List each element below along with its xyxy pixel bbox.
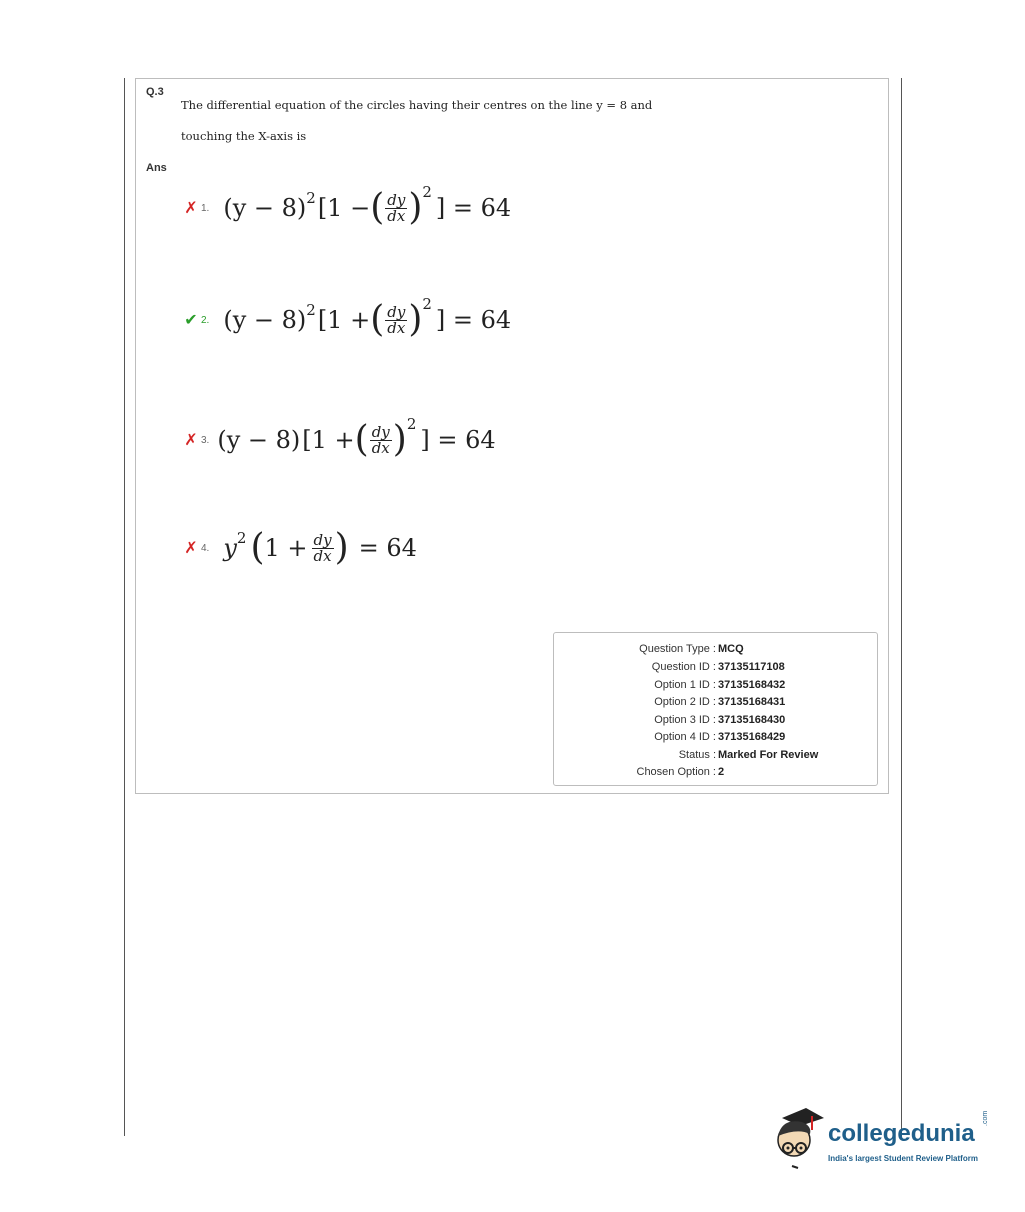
- brand-tagline: India's largest Student Review Platform: [828, 1154, 978, 1163]
- equation-bracket: [1 +: [317, 306, 371, 334]
- option4-id-label: Option 4 ID :: [654, 731, 716, 743]
- page-border-left: [124, 78, 125, 1136]
- equation-exponent: 2: [306, 189, 316, 207]
- option1-id-value: 37135168432: [718, 679, 786, 691]
- option-4-equation: y 2 ( 1 + $\frac{dy}{dx}$ ) = 64: [223, 527, 417, 568]
- chosen-option-label: Chosen Option :: [636, 766, 716, 778]
- fraction-exponent: 2: [422, 295, 432, 313]
- equation-rhs: ] = 64: [435, 194, 512, 222]
- status-value: Marked For Review: [718, 749, 819, 761]
- chosen-option-value: 2: [718, 766, 725, 778]
- option-3-equation: (y − 8) [1 + ( $\frac{dy}{dx}$ ) 2 ] = 64: [217, 415, 496, 460]
- option-2: [183, 295, 512, 340]
- option-number: 2.: [201, 314, 210, 326]
- equation-rhs: ] = 64: [435, 306, 512, 334]
- fraction-exponent: 2: [422, 183, 432, 201]
- mascot-icon: [768, 1104, 826, 1170]
- equation-bracket: [1 +: [302, 426, 355, 454]
- option4-id-value: 37135168429: [718, 731, 786, 743]
- equation-exponent: 2: [236, 529, 247, 547]
- brand-suffix: .com: [982, 1110, 989, 1126]
- brand-name: collegedunia: [828, 1120, 975, 1147]
- question-number: Q.3: [146, 86, 164, 98]
- equation-lhs: (y − 8): [223, 306, 307, 334]
- answer-label: Ans: [146, 162, 167, 174]
- equation-exponent: 2: [306, 301, 316, 319]
- option-2-equation: (y − 8) 2 [1 + ( $\frac{dy}{dx}$ ) 2 ] = 64: [223, 295, 512, 340]
- cross-icon: ✗: [184, 540, 198, 557]
- fraction-exponent: 2: [406, 415, 417, 433]
- equation-bracket: [1 −: [317, 194, 371, 222]
- equation-rhs: ] = 64: [420, 426, 496, 454]
- option-1: [183, 183, 512, 228]
- question-type-label: Question Type :: [639, 643, 716, 655]
- question-id-label: Question ID :: [651, 661, 716, 673]
- check-icon: ✔: [184, 312, 198, 329]
- equation-rhs: = 64: [358, 534, 417, 562]
- status-label: Status :: [678, 749, 716, 761]
- dy-dx-fraction: $\frac{dy}{dx}$: [387, 190, 406, 225]
- equation-lhs: (y − 8): [217, 426, 301, 454]
- equation-bracket: 1 +: [264, 534, 308, 562]
- option-1-equation: (y − 8) 2 [1 − ( $\frac{dy}{dx}$ ) 2 ] = 64: [223, 183, 512, 228]
- option-4: [183, 527, 417, 568]
- option-number: 3.: [201, 434, 210, 446]
- option-number: 1.: [201, 202, 210, 214]
- option-number: 4.: [201, 542, 210, 554]
- question-text-line1: The differential equation of the circles having their centres on the line y = 8 and: [181, 98, 653, 112]
- option3-id-label: Option 3 ID :: [654, 714, 716, 726]
- option1-id-label: Option 1 ID :: [654, 679, 716, 691]
- dy-dx-fraction: $\frac{dy}{dx}$: [387, 302, 406, 337]
- option2-id-value: 37135168431: [718, 696, 786, 708]
- cross-icon: ✗: [184, 200, 198, 217]
- page-border-right: [901, 78, 902, 1140]
- collegedunia-logo: [768, 1104, 993, 1174]
- dy-dx-fraction: $\frac{dy}{dx}$: [313, 530, 332, 565]
- question-text-line2: touching the X-axis is: [181, 129, 307, 143]
- question-type-value: MCQ: [718, 643, 744, 655]
- question-info-box: [553, 632, 878, 786]
- option2-id-label: Option 2 ID :: [654, 696, 716, 708]
- equation-lhs: (y − 8): [223, 194, 307, 222]
- question-id-value: 37135117108: [718, 661, 785, 673]
- dy-dx-fraction: $\frac{dy}{dx}$: [371, 422, 390, 457]
- option-3: [183, 415, 496, 460]
- equation-lhs: y: [223, 534, 237, 562]
- cross-icon: ✗: [184, 432, 198, 449]
- option3-id-value: 37135168430: [718, 714, 786, 726]
